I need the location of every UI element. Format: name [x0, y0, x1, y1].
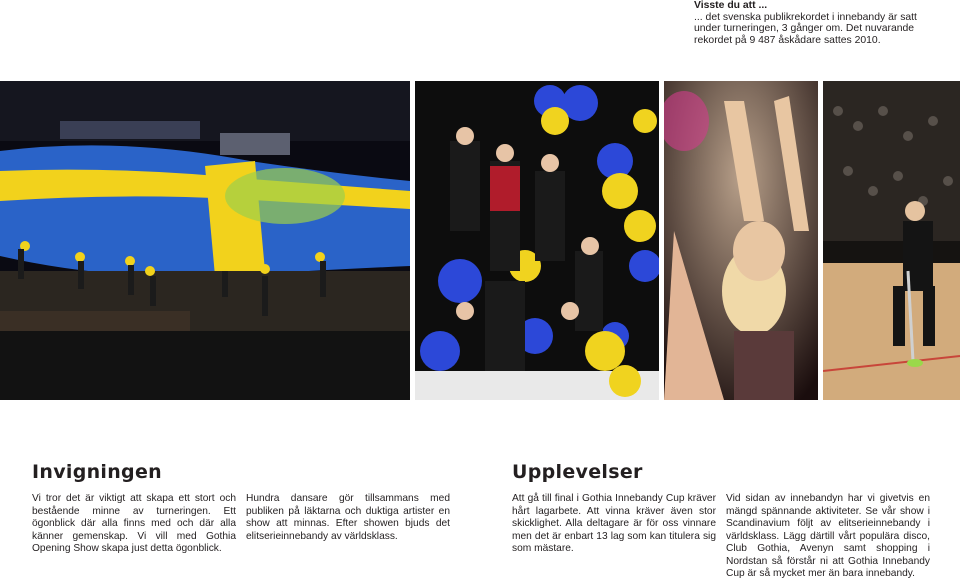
photo-swedish-flag-ceremony	[0, 81, 410, 400]
upplevelser-text-col2: Vid sidan av innebandyn har vi givetvis en mängd spännande aktiviteter. Se vår show i Scandinavium följt av elitserieinnebandy i världsklass. Lägg därtill vårt populära disco, Club Gothia, Avenyn samt shopping i Nordstan så förstår ni att Gothia Innebandy Cup är så mycket mer än bara innebandy.	[726, 493, 930, 579]
crowd-illustration	[664, 81, 818, 400]
did-you-know-title: Visste du att ...	[694, 0, 768, 11]
invigningen-text-col2: Hundra dansare gör tillsammans med publiken på läktarna och duktiga artister en show att minnas. Efter showen bjuds det elitserieinnebandy av världsklass.	[246, 493, 450, 542]
dancers-illustration	[415, 81, 659, 400]
section-title-upplevelser: Upplevelser	[512, 461, 643, 483]
floorball-illustration	[823, 81, 960, 400]
upplevelser-text-col1: Att gå till final i Gothia Innebandy Cup kräver hårt lagarbete. Att vinna kräver även stor skicklighet. Alla deltagare är för oss vinnare men det är enbart 13 lag som kan titulera sig som mästare.	[512, 493, 716, 554]
did-you-know-text: ... det svenska publikrekordet i innebandy är satt under turneringen, 3 gånger om. Det nuvarande rekordet på 9 487 åskådare sattes 2010.	[694, 11, 917, 46]
photo-floorball-player	[823, 81, 960, 400]
photo-dancers-pompoms	[415, 81, 659, 400]
flag-ceremony-illustration	[0, 81, 410, 400]
photo-dancing-crowd	[664, 81, 818, 400]
section-title-invigningen: Invigningen	[32, 461, 162, 483]
invigningen-text-col1: Vi tror det är viktigt att skapa ett stort och bestående minne av turneringen. Ett ögonblick där alla finns med och där alla känner gemenskap. Vi vill med Gothia Opening Show skapa just detta ögonblick.	[32, 493, 236, 554]
did-you-know-box	[694, 0, 944, 46]
